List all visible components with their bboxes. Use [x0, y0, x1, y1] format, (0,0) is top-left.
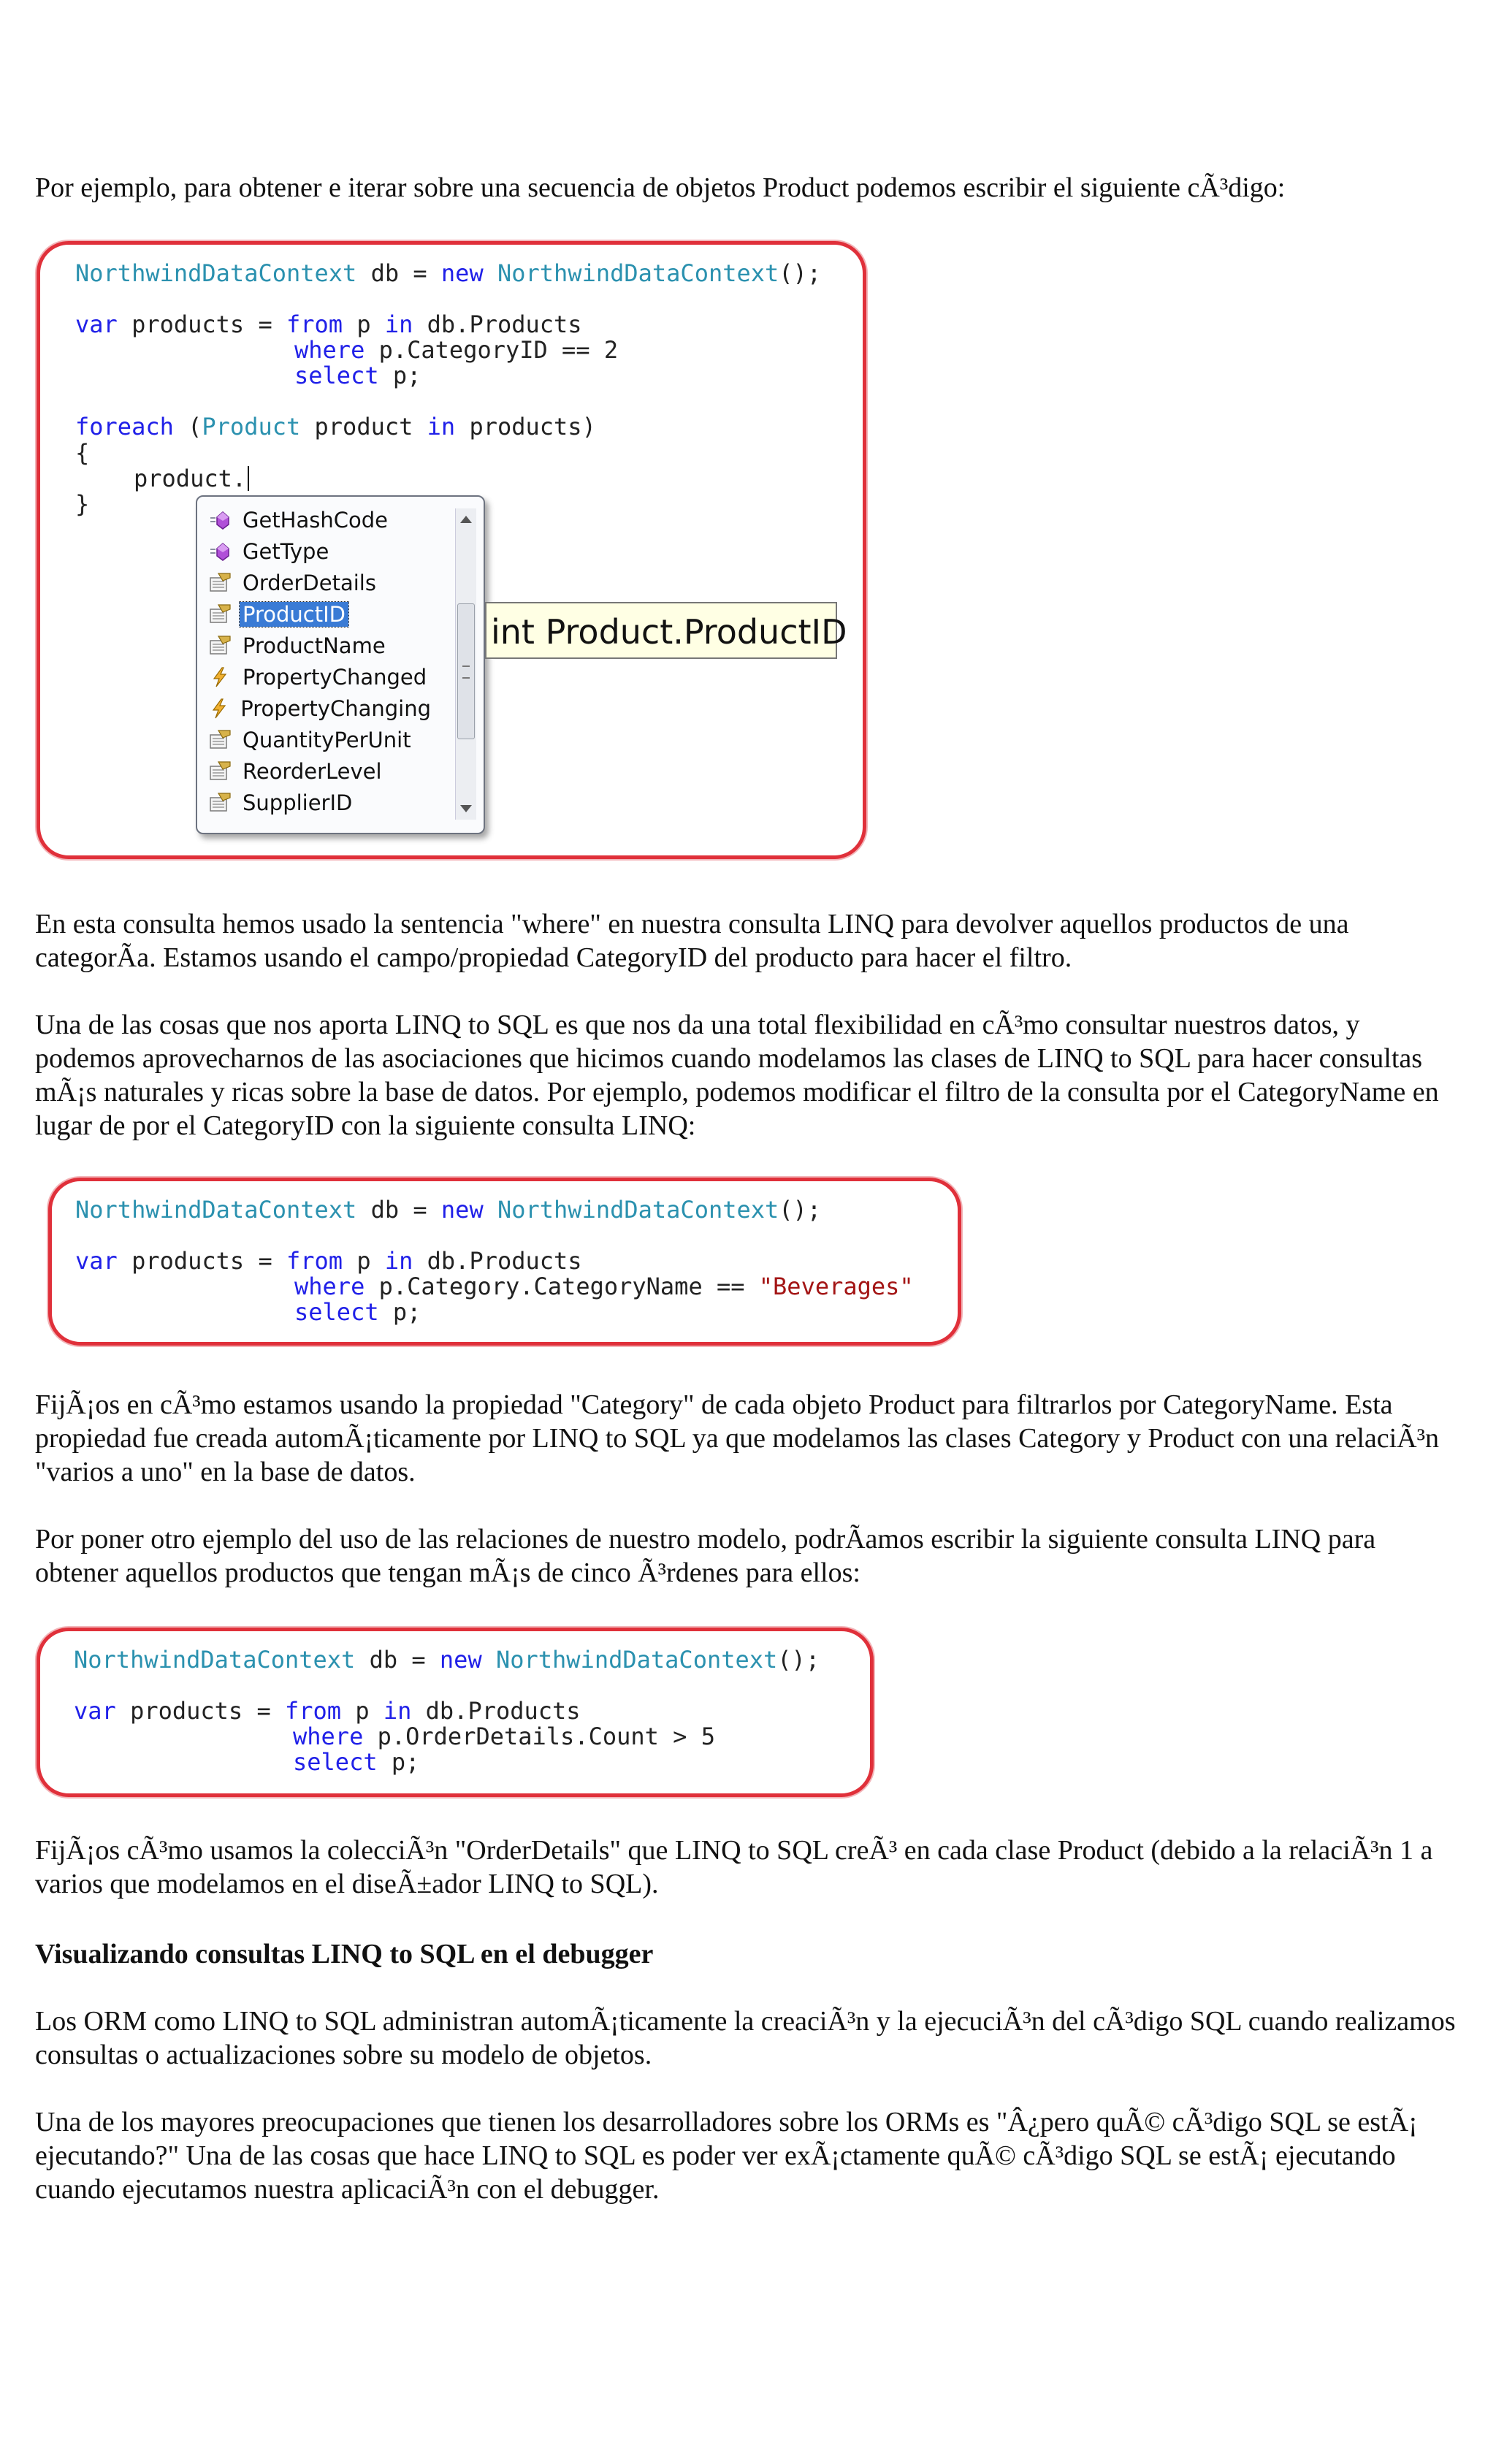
code3-line-4: select p; [293, 1748, 420, 1776]
paragraph-orm: Los ORM como LINQ to SQL administran automÃ¡ticamente la creaciÃ³n y la ejecuciÃ³n del cÃ³digo SQL cuando realizamos consultas o actualizaciones sobre su modelo de objetos. [35, 2006, 1456, 2070]
completion-item-label: ProductName [243, 633, 386, 658]
completion-item-label: GetType [243, 539, 329, 564]
paragraph-debugger: Una de los mayores preocupaciones que tienen los desarrolladores sobre los ORMs es "Â¿pero quÃ© cÃ³digo SQL se estÃ¡ ejecutando?" Una de las cosas que hace LINQ to SQL es poder ver exÃ¡ctamente quÃ© cÃ³digo SQL se estÃ¡ ejecutando cuando ejecutamos nuestra aplicaciÃ³n con el debugger. [35, 2107, 1418, 2205]
scroll-up-arrow-icon[interactable] [460, 516, 472, 523]
code-line-5: foreach (Product product in products) [75, 413, 596, 440]
code2-line-2: var products = from p in db.Products [75, 1247, 582, 1275]
property-icon [207, 572, 232, 594]
method-icon [207, 541, 232, 562]
completion-item-label: ReorderLevel [243, 759, 382, 784]
scroll-down-arrow-icon[interactable] [460, 805, 472, 812]
code2-line-3: where p.Category.CategoryName == "Beverages" [294, 1273, 914, 1300]
code-line-7: product. [134, 466, 249, 492]
completion-item[interactable] [207, 757, 434, 786]
section-heading: Visualizando consultas LINQ to SQL en el debugger [35, 1939, 654, 1969]
completion-item[interactable] [207, 568, 434, 598]
completion-item[interactable] [207, 537, 434, 566]
code-line-8: } [75, 490, 90, 518]
paragraph-orderdetails: FijÃ¡os cÃ³mo usamos la colecciÃ³n "OrderDetails" que LINQ to SQL creÃ³ en cada clase Product (debido a la relaciÃ³n 1 a varios que modelamos en el diseÃ±ador LINQ to SQL). [35, 1835, 1433, 1899]
method-icon [207, 509, 232, 531]
completion-item-label: QuantityPerUnit [243, 728, 411, 752]
completion-item[interactable] [207, 663, 434, 692]
completion-item[interactable] [207, 694, 434, 723]
completion-item[interactable] [207, 725, 434, 755]
popup-scrollbar[interactable] [455, 508, 476, 820]
completion-item[interactable] [207, 506, 434, 535]
code-line-6: { [75, 439, 90, 467]
code-snippet-2 [48, 1178, 961, 1346]
property-icon [207, 792, 232, 814]
code-line-2: var products = from p in db.Products [75, 310, 582, 338]
completion-item-label: GetHashCode [243, 508, 388, 533]
code3-line-3: where p.OrderDetails.Count > 5 [293, 1723, 715, 1750]
member-tooltip: int Product.ProductID [485, 602, 837, 659]
intellisense-popup[interactable] [196, 495, 485, 834]
code-line-3: where p.CategoryID == 2 [294, 336, 619, 364]
code-line-4: select p; [294, 362, 421, 389]
paragraph-category-property: FijÃ¡os en cÃ³mo estamos usando la propiedad "Category" de cada objeto Product para filtrarlos por CategoryName. Esta propiedad fue creada automÃ¡ticamente por LINQ to SQL ya que modelamos las clases Category y Product con una relaciÃ³n "varios a uno" en la base de datos. [35, 1389, 1440, 1487]
code3-line-1: NorthwindDataContext db = new NorthwindDataContext(); [74, 1646, 820, 1674]
event-icon [207, 666, 232, 688]
paragraph-flexibility: Una de las cosas que nos aporta LINQ to SQL es que nos da una total flexibilidad en cÃ³mo consultar nuestros datos, y podemos aprovecharnos de las asociaciones que hicimos cuando modelamos las clases de LINQ to SQL para hacer consultas mÃ¡s naturales y ricas sobre la base de datos. Por ejemplo, podemos modificar el filtro de la consulta por el CategoryName en lugar de por el CategoryID con la siguiente consulta LINQ: [35, 1010, 1439, 1141]
scroll-thumb[interactable] [457, 603, 475, 739]
property-icon [207, 603, 232, 625]
completion-item-label: PropertyChanged [243, 665, 427, 690]
paragraph-another-example: Por poner otro ejemplo del uso de las relaciones de nuestro modelo, podrÃamos escribir la siguiente consulta LINQ para obtener aquellos productos que tengan mÃ¡s de cinco Ã³rdenes para ellos: [35, 1524, 1376, 1588]
completion-item-label: ProductID [240, 602, 348, 627]
code2-line-4: select p; [294, 1298, 421, 1326]
completion-item-label: SupplierID [243, 790, 353, 815]
paragraph-intro: Por ejemplo, para obtener e iterar sobre una secuencia de objetos Product podemos escribir el siguiente cÃ³digo: [35, 172, 1286, 203]
property-icon [207, 760, 232, 782]
completion-item[interactable] [207, 600, 434, 629]
completion-item-label: PropertyChanging [240, 696, 431, 721]
paragraph-where-explanation: En esta consulta hemos usado la sentencia "where" en nuestra consulta LINQ para devolver aquellos productos de una categorÃa. Estamos usando el campo/propiedad CategoryID del producto para hacer el filtro. [35, 909, 1349, 973]
completion-item[interactable] [207, 788, 434, 817]
event-icon [207, 698, 230, 720]
code-line-1: NorthwindDataContext db = new NorthwindDataContext(); [75, 259, 822, 287]
code-snippet-3 [37, 1628, 874, 1797]
property-icon [207, 729, 232, 751]
code3-line-2: var products = from p in db.Products [74, 1697, 581, 1725]
code2-line-1: NorthwindDataContext db = new NorthwindDataContext(); [75, 1196, 822, 1224]
completion-item-label: OrderDetails [243, 571, 376, 595]
text-cursor [248, 466, 249, 491]
property-icon [207, 635, 232, 657]
completion-item[interactable] [207, 631, 434, 660]
